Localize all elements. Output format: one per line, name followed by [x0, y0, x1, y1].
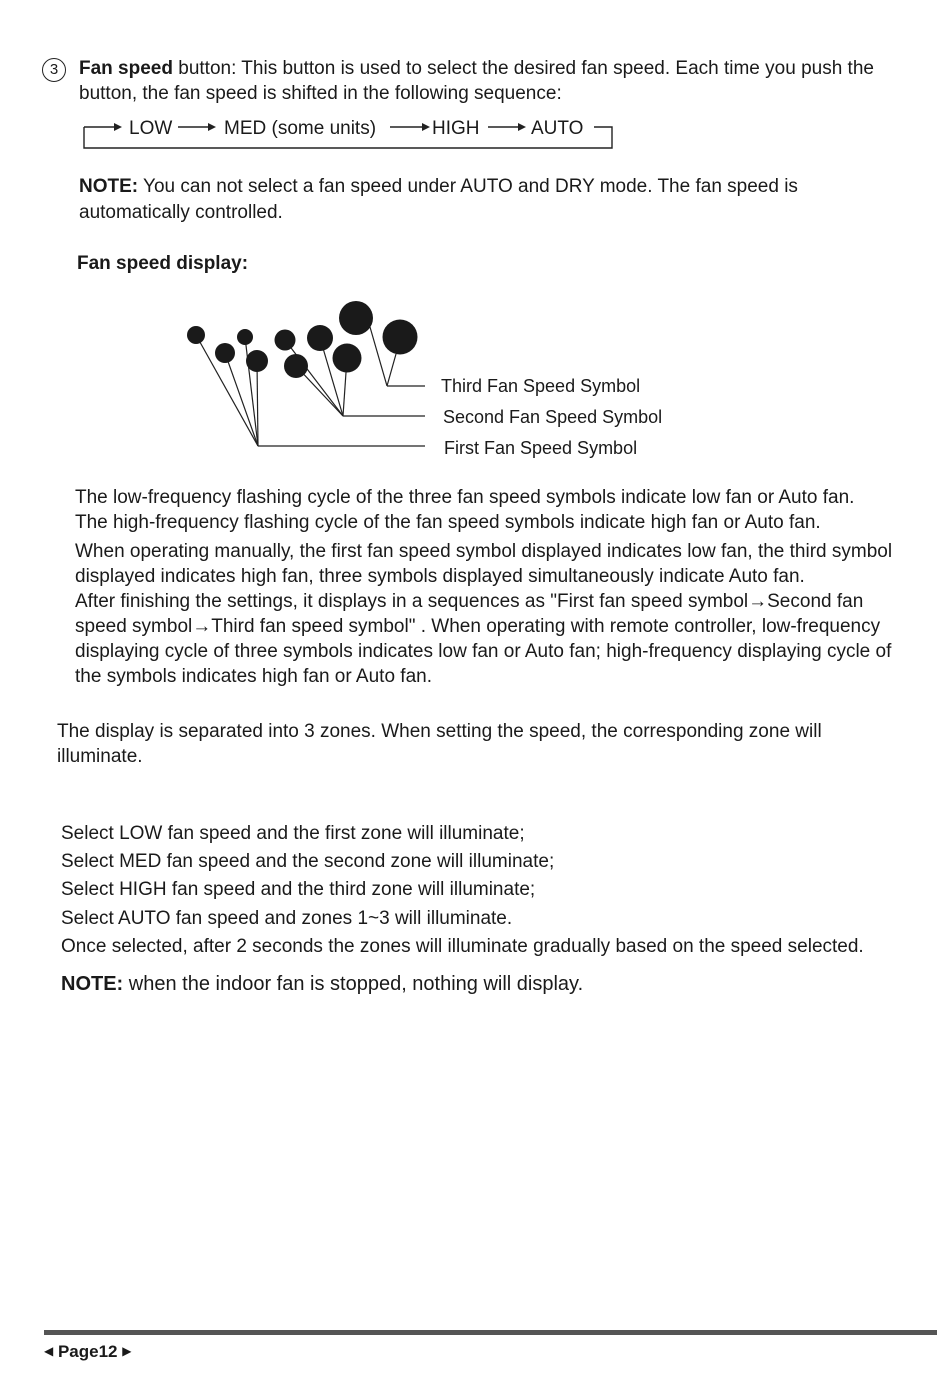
label-first-fan-speed-symbol: First Fan Speed Symbol — [444, 438, 638, 458]
fan-symbol-dot — [246, 350, 268, 372]
footer-divider — [44, 1330, 937, 1335]
sequence-step-auto: AUTO — [531, 118, 584, 139]
sequence-step-high: HIGH — [432, 118, 480, 139]
manual-operation-line3: After finishing the settings, it displays in a sequences as "First fan speed symbol→Second fan — [75, 591, 864, 612]
fan-symbol-dot — [333, 344, 362, 373]
note-fan-auto-dry-line1 — [79, 174, 798, 199]
fan-symbol-dot — [284, 354, 308, 378]
label-third-fan-speed-symbol: Third Fan Speed Symbol — [441, 376, 641, 396]
zone-list-item: Select LOW fan speed and the first zone will illuminate; — [61, 823, 525, 844]
flashing-cycle-line2: The high-frequency flashing cycle of the fan speed symbols indicate high fan or Auto fan. — [75, 512, 821, 533]
note-text: You can not select a fan speed under AUTO and DRY mode. The fan speed is — [138, 176, 798, 197]
zone-list-item: Once selected, after 2 seconds the zones will illuminate gradually based on the speed selected. — [61, 936, 864, 957]
arrowhead-icon — [208, 123, 216, 131]
next-page-icon[interactable]: ▶ — [122, 1344, 132, 1358]
label-second-fan-speed-symbol: Second Fan Speed Symbol — [443, 407, 663, 427]
note-fan-auto-dry-line2: automatically controlled. — [79, 202, 283, 223]
section-intro-line1 — [79, 56, 874, 81]
manual-operation-line5: displaying cycle of three symbols indicates low fan or Auto fan; high-frequency displaying cycle of — [75, 641, 892, 662]
zones-intro-line2: illuminate. — [57, 746, 143, 767]
zone-list-item: Select MED fan speed and the second zone will illuminate; — [61, 851, 555, 872]
fan-symbol-dot — [215, 343, 235, 363]
sequence-step-med: MED (some units) — [224, 118, 377, 139]
zones-intro-line1: The display is separated into 3 zones. When setting the speed, the corresponding zone will — [57, 721, 822, 742]
note-label: NOTE: — [79, 176, 139, 197]
arrowhead-icon — [114, 123, 122, 131]
section-intro-line2: button, the fan speed is shifted in the following sequence: — [79, 83, 562, 104]
flashing-cycle-line1: The low-frequency flashing cycle of the three fan speed symbols indicate low fan or Auto fan. — [75, 487, 855, 508]
manual-operation-line4: speed symbol→Third fan speed symbol" . When operating with remote controller, low-frequency — [75, 616, 881, 637]
fan-symbol-dot — [275, 330, 296, 351]
arrowhead-icon — [518, 123, 526, 131]
fan-speed-symbols-diagram — [180, 292, 460, 462]
manual-operation-line1: When operating manually, the first fan speed symbol displayed indicates low fan, the third symbol — [75, 541, 893, 562]
page-footer — [44, 1339, 131, 1364]
note-fan-stopped — [61, 971, 583, 997]
prev-page-icon[interactable]: ◀ — [44, 1344, 54, 1358]
sequence-step-low: LOW — [129, 118, 173, 139]
fan-symbol-dot — [383, 320, 418, 355]
fan-symbol-dot — [187, 326, 205, 344]
arrowhead-icon — [422, 123, 430, 131]
fan-symbol-dot — [307, 325, 333, 351]
page-number: Page12 — [57, 1342, 118, 1361]
note-label: NOTE: — [61, 973, 124, 995]
section-intro-text: button: This button is used to select the desired fan speed. Each time you push the — [172, 58, 874, 79]
manual-operation-line2: displayed indicates high fan, three symbols displayed simultaneously indicate Auto fan. — [75, 566, 805, 587]
note-text: when the indoor fan is stopped, nothing will display. — [123, 973, 584, 995]
section-title: Fan speed — [79, 58, 173, 79]
section-number-badge: 3 — [42, 58, 66, 82]
manual-operation-line6: the symbols indicates high fan or Auto fan. — [75, 666, 432, 687]
zone-list-item: Select HIGH fan speed and the third zone will illuminate; — [61, 879, 536, 900]
fan-symbol-dot — [339, 301, 373, 335]
zone-list-item: Select AUTO fan speed and zones 1~3 will illuminate. — [61, 908, 513, 929]
fan-speed-display-heading: Fan speed display: — [77, 253, 249, 274]
fan-symbol-dot — [237, 329, 253, 345]
